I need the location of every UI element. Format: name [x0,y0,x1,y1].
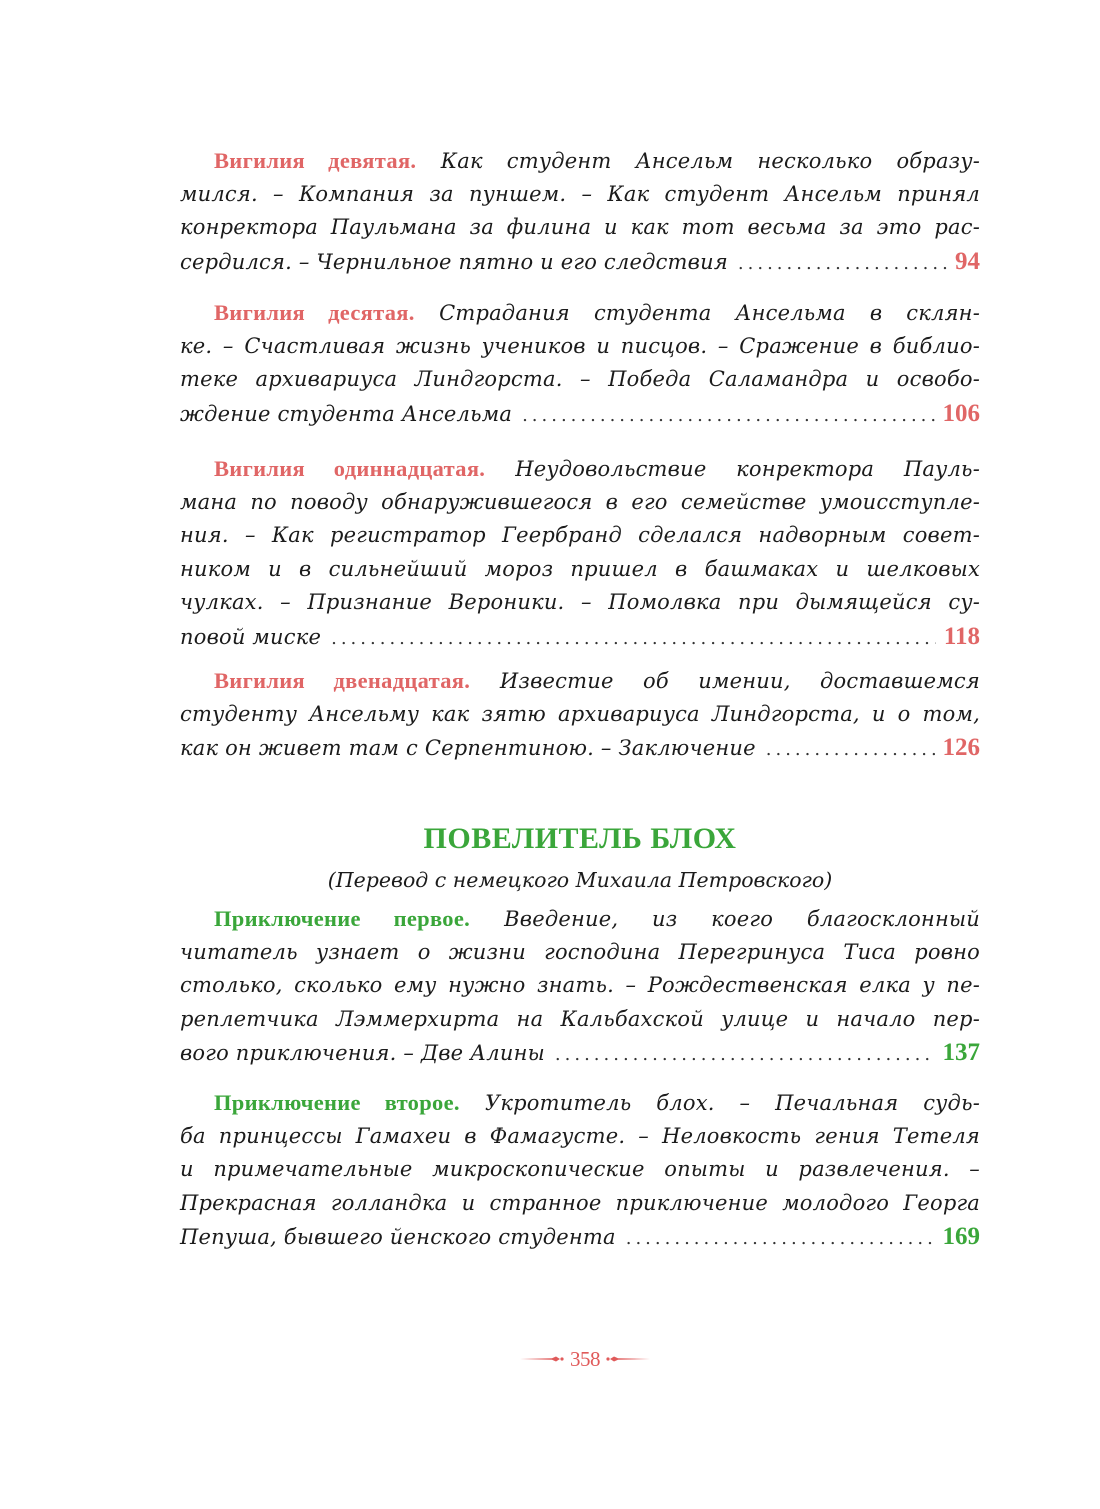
toc-entry-last-line: Пепуша, бывшего йенского студента ..... 169 [180,1220,980,1254]
toc-entry-first-line: Приключение первое. Введение, из коего благосклонный [214,906,981,931]
toc-entry-last-line: как он живет там с Серпентиною. – Заключение ..... 126 [180,731,980,765]
toc-entry-line: читатель узнает о жизни господина Перегринуса Тиса ровно [180,939,980,964]
toc-entry-line: ке. – Счастливая жизнь учеников и писцов. – Сражение в библио- [180,333,980,358]
toc-entry-line: конректора Паульмана за филина и как тот весьма за это рас- [180,215,980,239]
page-folio [512,1344,658,1374]
section-title: ПОВЕЛИТЕЛЬ БЛОХ [423,822,737,855]
toc-entry-last-line: вого приключения. – Две Алины ..... 137 [180,1036,980,1070]
dot-leader [555,1038,935,1072]
toc-entry-line: Прекрасная голландка и странное приключение молодого Георга [180,1190,980,1215]
toc-entry-adventure-1 [180,902,980,1070]
toc-entry-line: чулках. – Признание Вероники. – Помолвка при дымящейся су- [180,590,980,614]
dot-leader [522,399,934,433]
toc-entry-line: столько, сколько ему нужно знать. – Рождественская елка у пе- [180,973,980,997]
toc-entry-first-line: Вигилия двенадцатая. Известие об имении, доставшемся [214,668,980,693]
section-subtitle: (Перевод с немецкого Михаила Петровского) [327,868,833,892]
page-number-link[interactable]: 126 [942,734,980,761]
ornament-left-icon [520,1355,564,1363]
toc-entry-last-line: повой миске ..... 118 [180,620,980,654]
toc-entry-adventure-2 [180,1086,980,1254]
entry-title: Вигилия десятая. [214,300,415,325]
page-number: 358 [570,1346,600,1371]
page-number-link[interactable]: 94 [955,247,980,275]
ornament-right-icon [606,1355,650,1363]
toc-entry-first-line: Вигилия одиннадцатая. Неудовольствие конректора Пауль- [214,456,980,481]
entry-title: Приключение первое. [214,906,471,931]
toc-entry-vigil-10 [180,296,980,430]
toc-entry-line: мана по поводу обнаружившегося в его семействе умоисступле- [180,489,980,514]
dot-leader [331,622,936,656]
entry-title: Вигилия девятая. [214,148,417,173]
page-number-link[interactable]: 118 [943,622,980,650]
toc-entry-first-line: Вигилия девятая. Как студент Ансельм несколько образу- [214,148,980,173]
entry-title: Вигилия одиннадцатая. [214,456,486,481]
toc-entry-last-line: ждение студента Ансельма ..... 106 [180,397,980,431]
toc-entry-line: студенту Ансельму как зятю архивариуса Линдгорста, и о том, [180,701,980,726]
entry-title: Приключение второе. [214,1090,460,1115]
toc-entry-first-line: Приключение второе. Укротитель блох. – Печальная судь- [214,1090,980,1115]
toc-entry-line: ния. – Как регистратор Геербранд сделался надворным совет- [180,523,980,547]
toc-entry-line: ником и в сильнейший мороз пришел в башмаках и шелковых [180,556,980,581]
toc-entry-line: теке архивариуса Линдгорста. – Победа Саламандра и освобо- [180,367,980,391]
page-number-link[interactable]: 106 [942,399,980,427]
dot-leader [626,1222,935,1256]
toc-entry-first-line: Вигилия десятая. Страдания студента Ансельма в склян- [214,300,981,325]
toc-entry-vigil-9 [180,144,980,278]
page-number-link[interactable]: 137 [942,1039,980,1066]
toc-entry-line: и примечательные микроскопические опыты и развлечения. – [180,1157,980,1181]
toc-entry-last-line: сердился. – Чернильное пятно и его следствия ..... 94 [180,245,980,279]
toc-entry-line: мился. – Компания за пуншем. – Как студент Ансельм принял [180,181,980,206]
entry-title: Вигилия двенадцатая. [214,668,471,693]
toc-entry-vigil-11 [180,452,980,653]
toc-entry-line: реплетчика Лэммерхирта на Кальбахской улице и начало пер- [180,1006,980,1031]
dot-leader [738,247,947,281]
toc-entry-vigil-12 [180,664,980,765]
dot-leader [766,733,935,767]
page-number-link[interactable]: 169 [942,1223,980,1250]
toc-entry-line: ба принцессы Гамахеи в Фамагусте. – Неловкость гения Тетеля [180,1123,980,1148]
